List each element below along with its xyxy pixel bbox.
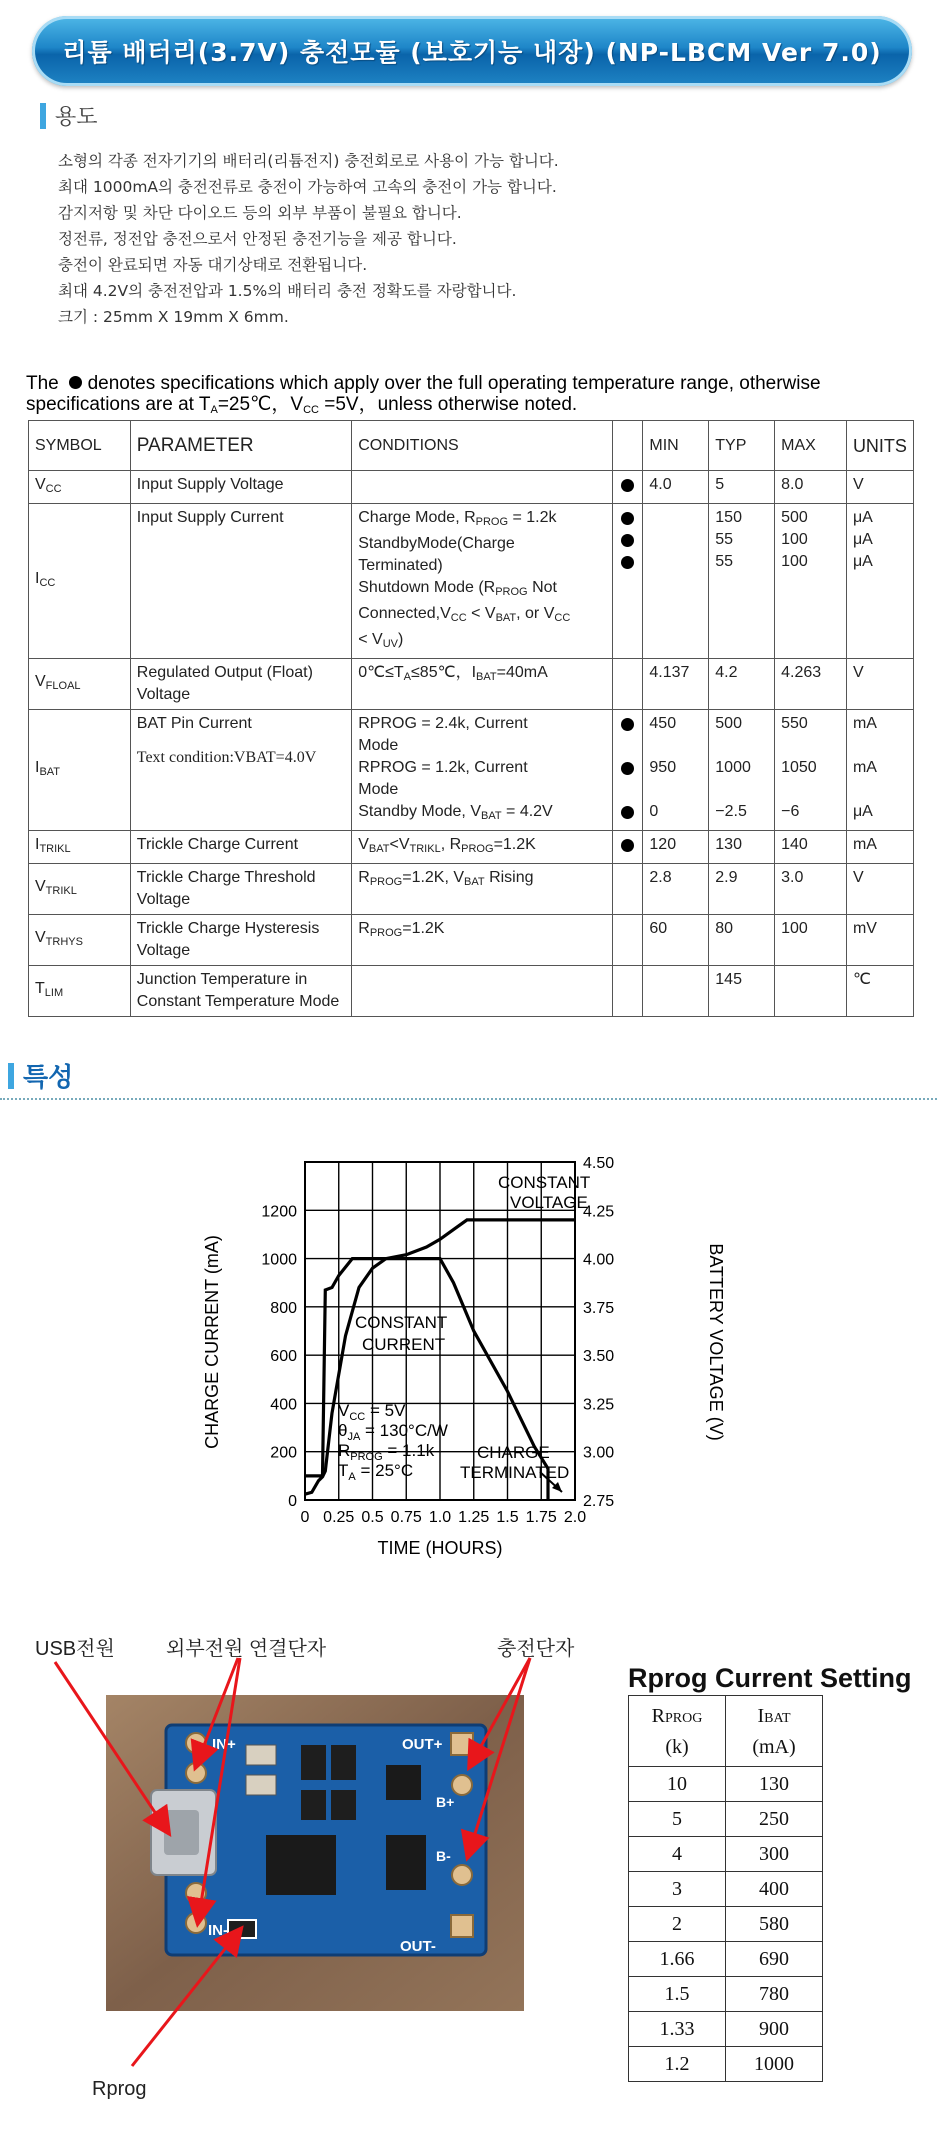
parameter: Trickle Charge Hysteresis Voltage bbox=[130, 915, 351, 966]
y-right-tick-label: 3.00 bbox=[583, 1444, 615, 1462]
typ: 500 1000 −2.5 bbox=[709, 710, 775, 831]
y-left-tick-label: 1000 bbox=[261, 1251, 297, 1269]
th-typ: TYP bbox=[709, 421, 775, 471]
x-tick-label: 2.0 bbox=[563, 1509, 587, 1526]
typ: 4.2 bbox=[709, 659, 775, 710]
typ: 150 55 55 bbox=[709, 504, 775, 659]
parameter: Junction Temperature in Constant Temperature Mode bbox=[130, 966, 351, 1017]
unit: ℃ bbox=[846, 966, 913, 1017]
note-text: The bbox=[26, 373, 59, 394]
silk-out-plus: OUT+ bbox=[402, 1736, 443, 1753]
spec-table bbox=[28, 420, 914, 1017]
x-tick-label: 0 bbox=[300, 1509, 310, 1526]
usage-line: 소형의 각종 전자기기의 배터리(리튬전지) 충전회로로 사용이 가능 합니다. bbox=[58, 152, 559, 170]
conditions: Charge Mode, $R_{PROG} = 1.2k$ StandbyMode(Charge Terminated) Shutdown Mode ($R_{PROG}$ Not $Connected,V_{CC} < V_{BAT}$, or $V_{CC}$ < $V_{UV}$) bbox=[352, 504, 613, 659]
table-row: 1.66 690 bbox=[629, 1942, 823, 1977]
th-units: UNITS bbox=[846, 421, 913, 471]
table-row: 3 400 bbox=[629, 1872, 823, 1907]
annotation-constant-current: CURRENT bbox=[362, 1335, 446, 1354]
dot-cell bbox=[613, 966, 643, 1017]
min bbox=[643, 966, 709, 1017]
x-tick-label: 1.5 bbox=[496, 1509, 519, 1526]
section-divider bbox=[0, 1098, 937, 1100]
table-row: 10 130 bbox=[629, 1767, 823, 1802]
th-symbol: SYMBOL bbox=[29, 421, 131, 471]
table-row bbox=[29, 966, 914, 1017]
dot-cell bbox=[613, 915, 643, 966]
x-tick-label: 1.25 bbox=[458, 1509, 490, 1526]
symbol-sub: LIM bbox=[44, 987, 64, 999]
annotation-constant-current: CONSTANT bbox=[355, 1313, 448, 1332]
min: 120 bbox=[643, 831, 709, 864]
max: 8.0 bbox=[775, 471, 847, 504]
page-title: 리튬 배터리(3.7V) 충전모듈 (보호기능 내장) (NP-LBCM Ver 7.0) bbox=[62, 38, 882, 67]
y-right-tick-label: 2.75 bbox=[583, 1493, 615, 1510]
symbol-sub: BAT bbox=[39, 766, 61, 778]
silk-in-minus: IN- bbox=[208, 1922, 228, 1939]
y-right-tick-label: 4.50 bbox=[583, 1155, 615, 1172]
max bbox=[775, 966, 847, 1017]
max: 140 bbox=[775, 831, 847, 864]
y-left-tick-label: 800 bbox=[270, 1299, 297, 1317]
typ: 2.9 bbox=[709, 864, 775, 915]
min bbox=[643, 504, 709, 659]
max: 4.263 bbox=[775, 659, 847, 710]
unit: V bbox=[846, 659, 913, 710]
conditions: RPROG = 2.4k, Current Mode RPROG = 1.2k, Current Mode Standby Mode, $V_{BAT} = 4.2V$ bbox=[352, 710, 613, 831]
bullet-dot-icon bbox=[621, 762, 634, 775]
characteristics-title: 특성 bbox=[23, 1063, 74, 1093]
conditions bbox=[352, 471, 613, 504]
min: 4.0 bbox=[643, 471, 709, 504]
min: 4.137 bbox=[643, 659, 709, 710]
typ: 130 bbox=[709, 831, 775, 864]
y-right-tick-label: 4.00 bbox=[583, 1251, 615, 1269]
table-row bbox=[29, 471, 914, 504]
note-text: =5V，unless otherwise noted. bbox=[318, 394, 578, 415]
symbol-sub: TRIKL bbox=[39, 843, 71, 855]
symbol: T bbox=[35, 980, 45, 997]
usage-list bbox=[58, 148, 559, 330]
silk-out-minus: OUT- bbox=[400, 1938, 436, 1955]
conditions: $R_{PROG}=1.2K$, $V_{BAT}$ Rising bbox=[352, 864, 613, 915]
dot-cell bbox=[613, 659, 643, 710]
conditions: $0℃\le T_A\le 85℃$，$I_{BAT}=40mA$ bbox=[352, 659, 613, 710]
y-left-tick-label: 0 bbox=[288, 1493, 297, 1510]
annotation-charge-terminated: TERMINATED bbox=[460, 1463, 570, 1482]
symbol: V bbox=[35, 878, 46, 895]
section-marker bbox=[8, 1063, 14, 1089]
silk-in-plus: IN+ bbox=[212, 1736, 236, 1753]
unit: μA μA μA bbox=[846, 504, 913, 659]
table-row bbox=[29, 915, 914, 966]
table-row bbox=[29, 831, 914, 864]
rprog-table bbox=[628, 1695, 823, 2082]
bullet-dot-icon bbox=[621, 718, 634, 731]
arrow-ext-2 bbox=[198, 1658, 240, 1922]
dot-cell bbox=[613, 710, 643, 831]
y-right-tick-label: 4.25 bbox=[583, 1203, 615, 1221]
annotation-constant-voltage: VOLTAGE bbox=[510, 1193, 588, 1212]
unit: mV bbox=[846, 915, 913, 966]
symbol-sub: CC bbox=[45, 483, 62, 495]
conditions bbox=[352, 966, 613, 1017]
parameter: Regulated Output (Float) Voltage bbox=[130, 659, 351, 710]
symbol: V bbox=[35, 476, 46, 493]
title-banner bbox=[32, 16, 912, 86]
th-dot bbox=[613, 421, 643, 471]
symbol: I bbox=[35, 759, 40, 776]
bullet-dot-icon bbox=[621, 556, 634, 569]
condition-ta: $T_A = 25^\circ C$ bbox=[338, 1461, 414, 1483]
symbol: V bbox=[35, 673, 46, 690]
usage-title: 용도 bbox=[55, 105, 98, 130]
rprog-header: RPROG (k) bbox=[629, 1696, 726, 1767]
y-right-tick-label: 3.50 bbox=[583, 1348, 615, 1366]
usage-line: 최대 1000mA의 충전전류로 충전이 가능하여 고속의 충전이 가능 합니다. bbox=[58, 178, 557, 196]
external-power-label: 외부전원 연결단자 bbox=[166, 1638, 327, 1660]
unit: V bbox=[846, 864, 913, 915]
silk-b-minus: B- bbox=[436, 1848, 451, 1864]
x-tick-label: 0.5 bbox=[361, 1509, 384, 1526]
th-conditions: CONDITIONS bbox=[352, 421, 613, 471]
note-text: denotes specifications which apply over the full operating temperature range, otherwise bbox=[82, 373, 821, 394]
symbol-sub: CC bbox=[39, 577, 56, 589]
typ: 80 bbox=[709, 915, 775, 966]
usage-line: 최대 4.2V의 충전전압과 1.5%의 배터리 충전 정확도를 자랑합니다. bbox=[58, 282, 517, 300]
table-row: 2 580 bbox=[629, 1907, 823, 1942]
usage-line: 충전이 완료되면 자동 대기상태로 전환됩니다. bbox=[58, 256, 368, 274]
rprog-table-title: Rprog Current Setting bbox=[628, 1663, 912, 1693]
y-left-tick-label: 1200 bbox=[261, 1203, 297, 1221]
conditions: $R_{PROG}=1.2K$ bbox=[352, 915, 613, 966]
symbol: V bbox=[35, 929, 46, 946]
characteristics-section-heading bbox=[8, 1057, 73, 1094]
symbol: I bbox=[35, 836, 40, 853]
typ: 145 bbox=[709, 966, 775, 1017]
table-row: 1.2 1000 bbox=[629, 2047, 823, 2082]
dot-cell bbox=[613, 864, 643, 915]
condition-vcc: $V_{CC} = 5V$ bbox=[338, 1401, 406, 1423]
symbol: I bbox=[35, 570, 40, 587]
silk-b-plus: B+ bbox=[436, 1794, 455, 1810]
max: 550 1050 −6 bbox=[775, 710, 847, 831]
arrow-charge-2 bbox=[468, 1658, 530, 1856]
table-row: 5 250 bbox=[629, 1802, 823, 1837]
min: 60 bbox=[643, 915, 709, 966]
table-row bbox=[29, 504, 914, 659]
unit: mA bbox=[846, 831, 913, 864]
dot-cell bbox=[613, 504, 643, 659]
table-row: 1.5 780 bbox=[629, 1977, 823, 2012]
note-text: specifications are at T bbox=[26, 394, 211, 415]
x-tick-label: 1.0 bbox=[428, 1509, 452, 1526]
table-row bbox=[29, 659, 914, 710]
x-tick-label: 0.25 bbox=[323, 1509, 355, 1526]
callout-arrows bbox=[0, 1600, 600, 2120]
ibat-header: IBAT (mA) bbox=[726, 1696, 823, 1767]
y-left-tick-label: 600 bbox=[270, 1348, 297, 1366]
parameter: BAT Pin Current Text condition:VBAT=4.0V bbox=[130, 710, 351, 831]
parameter: Input Supply Current bbox=[130, 504, 351, 659]
th-parameter: PARAMETER bbox=[130, 421, 351, 471]
table-row bbox=[29, 864, 914, 915]
table-header-row bbox=[29, 421, 914, 471]
parameter: Input Supply Voltage bbox=[130, 471, 351, 504]
spec-note bbox=[26, 373, 821, 421]
y-left-tick-label: 200 bbox=[270, 1444, 297, 1462]
min: 450 950 0 bbox=[643, 710, 709, 831]
arrow-rprog bbox=[132, 1930, 240, 2066]
arrow-usb bbox=[55, 1662, 168, 1832]
charge-terminal-label: 충전단자 bbox=[497, 1638, 575, 1660]
bullet-dot-icon bbox=[69, 376, 82, 389]
rprog-label: Rprog bbox=[92, 2078, 147, 2100]
max: 500 100 100 bbox=[775, 504, 847, 659]
max: 100 bbox=[775, 915, 847, 966]
symbol-sub: TRIKL bbox=[45, 885, 77, 897]
max: 3.0 bbox=[775, 864, 847, 915]
bullet-dot-icon bbox=[621, 806, 634, 819]
min: 2.8 bbox=[643, 864, 709, 915]
note-text: =25℃，V bbox=[217, 394, 304, 415]
rprog-header-row bbox=[629, 1696, 823, 1767]
usage-section-heading bbox=[40, 100, 98, 131]
unit: mA mA μA bbox=[846, 710, 913, 831]
annotation-charge-terminated: CHARGE bbox=[477, 1443, 550, 1462]
x-axis-label: TIME (HOURS) bbox=[377, 1538, 503, 1558]
symbol-sub: TRHYS bbox=[45, 936, 83, 948]
note-sub: A bbox=[210, 404, 218, 416]
annotation-constant-voltage: CONSTANT bbox=[498, 1173, 591, 1192]
section-marker bbox=[40, 103, 46, 129]
parameter: Trickle Charge Threshold Voltage bbox=[130, 864, 351, 915]
charge-cycle-chart bbox=[202, 1110, 726, 1580]
usb-power-label: USB전원 bbox=[35, 1638, 115, 1660]
y-right-tick-label: 3.75 bbox=[583, 1299, 615, 1317]
conditions: $V_{BAT}<V_{TRIKL}$, $R_{PROG}=1.2K$ bbox=[352, 831, 613, 864]
dot-cell bbox=[613, 831, 643, 864]
condition-theta: $\theta_{JA} = 130^\circ C/W$ bbox=[338, 1421, 448, 1443]
table-row: 4 300 bbox=[629, 1837, 823, 1872]
unit: V bbox=[846, 471, 913, 504]
bullet-dot-icon bbox=[621, 512, 634, 525]
table-row: 1.33 900 bbox=[629, 2012, 823, 2047]
x-tick-label: 1.75 bbox=[525, 1509, 557, 1526]
condition-rprog: $R_{PROG} = 1.1k$ bbox=[338, 1441, 435, 1463]
th-max: MAX bbox=[775, 421, 847, 471]
bullet-dot-icon bbox=[621, 839, 634, 852]
table-row bbox=[29, 710, 914, 831]
typ: 5 bbox=[709, 471, 775, 504]
x-tick-label: 0.75 bbox=[390, 1509, 422, 1526]
symbol-sub: FLOAL bbox=[45, 680, 81, 692]
usage-line: 크기 : 25mm X 19mm X 6mm. bbox=[58, 308, 289, 326]
y-right-tick-label: 3.25 bbox=[583, 1396, 615, 1414]
usage-line: 감지저항 및 차단 다이오드 등의 외부 부품이 불필요 합니다. bbox=[58, 204, 462, 222]
parameter: Trickle Charge Current bbox=[130, 831, 351, 864]
y-left-axis-label: CHARGE CURRENT (mA) bbox=[202, 1235, 222, 1449]
y-left-tick-label: 400 bbox=[270, 1396, 297, 1414]
dot-cell bbox=[613, 471, 643, 504]
y-right-axis-label: BATTERY VOLTAGE (V) bbox=[706, 1243, 726, 1441]
usage-line: 정전류, 정전압 충전으로서 안정된 충전기능을 제공 합니다. bbox=[58, 230, 457, 248]
bullet-dot-icon bbox=[621, 534, 634, 547]
bullet-dot-icon bbox=[621, 479, 634, 492]
note-sub: CC bbox=[303, 404, 319, 416]
th-min: MIN bbox=[643, 421, 709, 471]
